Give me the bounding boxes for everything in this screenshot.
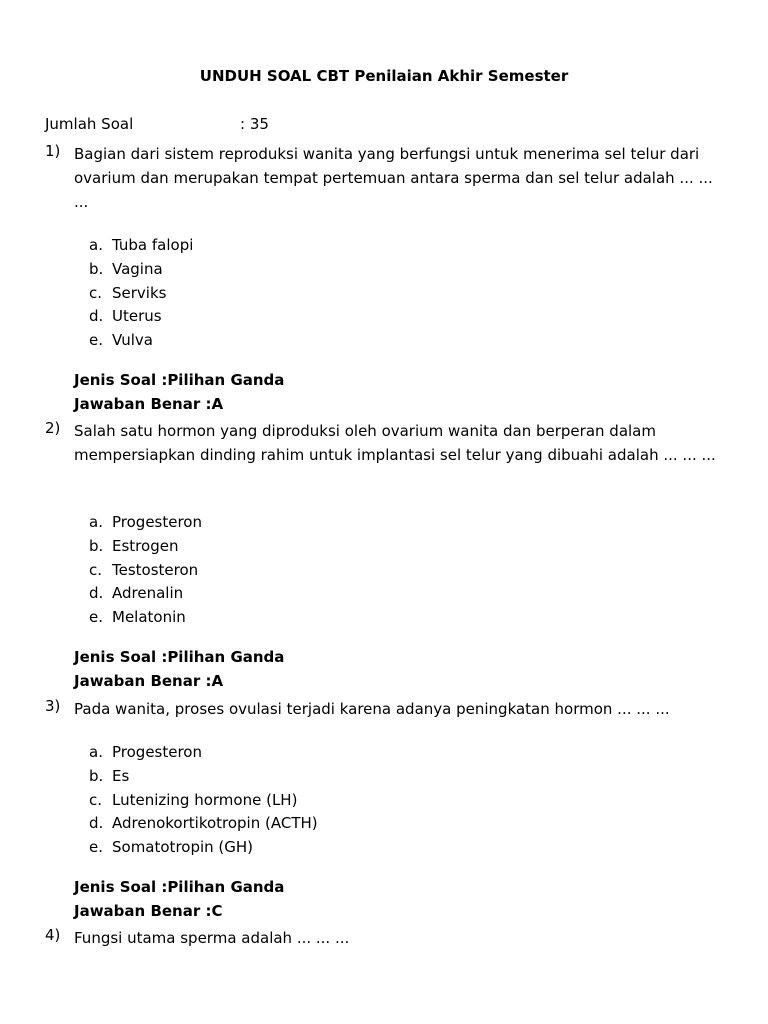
option-d xyxy=(89,305,193,329)
question-info-1 xyxy=(74,368,284,416)
options-list-3 xyxy=(89,741,318,860)
option-text: Testosteron xyxy=(112,560,199,579)
option-text: Tuba falopi xyxy=(112,236,194,254)
question-count-label: Jumlah Soal xyxy=(45,115,134,133)
correct-answer: Jawaban Benar :A xyxy=(74,672,224,690)
option-c xyxy=(89,559,202,583)
option-letter: e. xyxy=(89,608,103,627)
question-1 xyxy=(45,142,725,214)
question-number: 4) xyxy=(45,926,61,944)
option-text: Somatotropin (GH) xyxy=(112,838,254,857)
option-e xyxy=(89,836,318,860)
question-type: Jenis Soal :Pilihan Ganda xyxy=(74,878,285,896)
option-b xyxy=(89,258,193,282)
option-e xyxy=(89,329,193,353)
option-c xyxy=(89,789,318,813)
option-letter: c. xyxy=(89,283,103,302)
option-letter: d. xyxy=(89,814,104,833)
option-letter: a. xyxy=(89,236,103,254)
question-2 xyxy=(45,419,725,467)
option-text: Es xyxy=(112,766,130,785)
option-letter: e. xyxy=(89,838,103,857)
question-number: 2) xyxy=(45,419,61,437)
question-type: Jenis Soal :Pilihan Ganda xyxy=(74,648,285,666)
option-a xyxy=(89,741,318,765)
option-b xyxy=(89,765,318,789)
correct-answer: Jawaban Benar :A xyxy=(74,395,224,413)
question-count xyxy=(45,115,269,133)
option-text: Vagina xyxy=(112,259,163,278)
option-c xyxy=(89,282,193,306)
question-4 xyxy=(45,926,725,950)
option-text: Uterus xyxy=(112,307,162,326)
correct-answer: Jawaban Benar :C xyxy=(74,902,223,920)
option-a xyxy=(89,234,193,258)
option-text: Vulva xyxy=(112,331,153,350)
option-d xyxy=(89,812,318,836)
option-letter: b. xyxy=(89,536,104,555)
option-letter: a. xyxy=(89,743,103,761)
option-text: Progesteron xyxy=(112,513,202,531)
option-letter: a. xyxy=(89,513,103,531)
option-letter: e. xyxy=(89,331,103,350)
option-a xyxy=(89,511,202,535)
option-text: Lutenizing hormone (LH) xyxy=(112,790,298,809)
question-3 xyxy=(45,697,725,721)
question-text: Fungsi utama sperma adalah ... ... ... xyxy=(74,929,350,947)
option-text: Adrenokortikotropin (ACTH) xyxy=(112,814,318,833)
option-letter: d. xyxy=(89,584,104,603)
option-text: Estrogen xyxy=(112,536,179,555)
question-info-3 xyxy=(74,875,284,923)
question-number: 3) xyxy=(45,697,61,715)
options-list-1 xyxy=(89,234,193,353)
option-e xyxy=(89,606,202,630)
document-title: UNDUH SOAL CBT Penilaian Akhir Semester xyxy=(199,67,569,85)
option-text: Progesteron xyxy=(112,743,202,761)
question-text: Bagian dari sistem reproduksi wanita yang berfungsi untuk menerima sel telur dari ovarium dan merupakan tempat pertemuan antara sperma dan sel telur adalah ... ... ... xyxy=(74,145,713,211)
option-letter: c. xyxy=(89,560,103,579)
question-count-value: : 35 xyxy=(240,115,269,133)
option-text: Adrenalin xyxy=(112,584,184,603)
option-text: Serviks xyxy=(112,283,167,302)
question-info-2 xyxy=(74,645,284,693)
question-type: Jenis Soal :Pilihan Ganda xyxy=(74,371,285,389)
option-letter: b. xyxy=(89,259,104,278)
option-text: Melatonin xyxy=(112,608,186,627)
option-letter: b. xyxy=(89,766,104,785)
option-letter: d. xyxy=(89,307,104,326)
option-b xyxy=(89,535,202,559)
question-text: Salah satu hormon yang diproduksi oleh ovarium wanita dan berperan dalam mempersiapkan dinding rahim untuk implantasi sel telur yang dibuahi adalah ... ... ... xyxy=(74,422,716,464)
question-number: 1) xyxy=(45,142,61,160)
question-text: Pada wanita, proses ovulasi terjadi karena adanya peningkatan hormon ... ... ... xyxy=(74,700,670,718)
options-list-2 xyxy=(89,511,202,630)
option-letter: c. xyxy=(89,790,103,809)
option-d xyxy=(89,582,202,606)
